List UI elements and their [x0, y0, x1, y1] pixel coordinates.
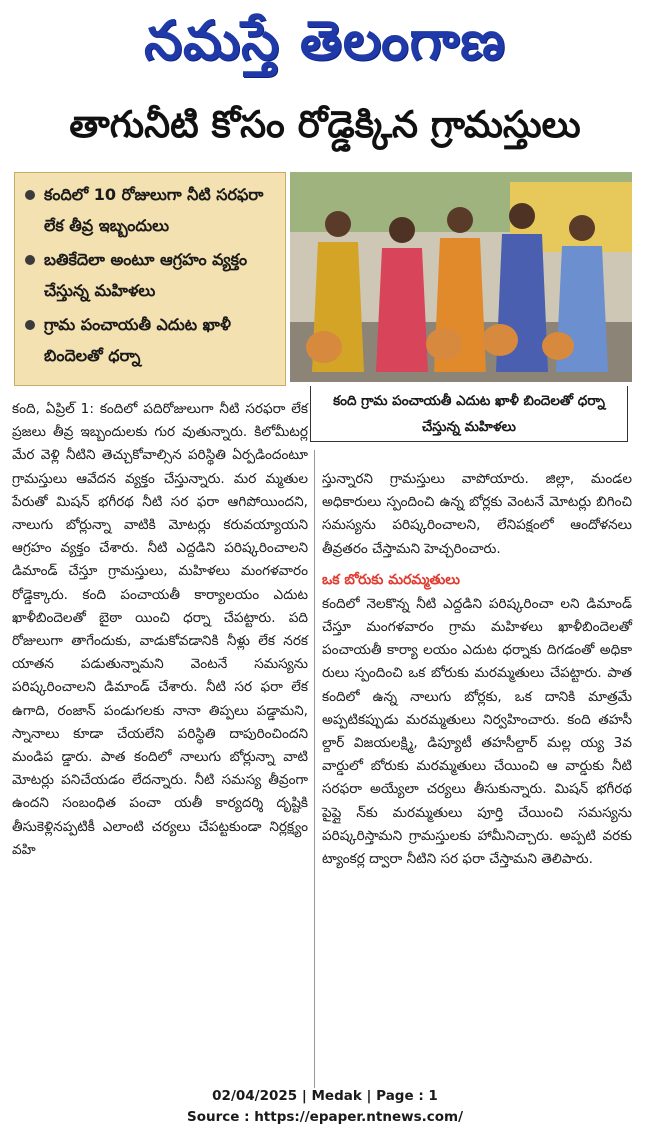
edition-info: 02/04/2025 | Medak | Page : 1 [212, 1088, 438, 1104]
highlight-item [25, 179, 277, 241]
column-divider [314, 450, 315, 1088]
article-headline: తాగునీటి కోసం రోడ్డెక్కిన గ్రామస్తులు [69, 103, 581, 146]
photo-caption: కంది గ్రామ పంచాయతీ ఎదుట ఖాళీ బిందెలతో ధర్నా చేస్తున్న మహిళలు [310, 386, 628, 442]
article-paragraph: స్తున్నారని గ్రామస్తులు వాపోయారు. జిల్లా, మండల అధికారులు స్పందించి ఉన్న బోర్లకు వెంటనే మోటర్లు బిగించి సమస్యను పరిష్కరించాలని, లేనిపక్షంలో ఆందోళనలు తీవ్రతరం చేస్తామని హెచ్చరించారు. [322, 471, 632, 557]
highlight-text: గ్రామ పంచాయతీ ఎదుట ఖాళీ బిందెలతో ధర్నా [44, 315, 231, 365]
bullet-icon [25, 255, 35, 265]
article-paragraph: కందిలో నెలకొన్న నీటి ఎద్దడిని పరిష్కరించా లని డిమాండ్ చేస్తూ మంగళవారం గ్రామ మహిళలు ఖాళీబిందెలతో పంచాయతీ కార్యా లయం ఎదుట ధర్నాకు దిగడంతో అధికా రులు స్పందించి ఒక బోరుకు మరమ్మతులు చేపట్టారు. పాత కందిలో ఉన్న నాలుగు బోర్లకు, ఒక దానికి మాత్రమే అప్పటికప్పుడు మరమ్మతులు నిర్వహించారు. కంది తహసీ ల్దార్ విజయలక్ష్మి, డిప్యూటీ తహసీల్దార్ మల్ల య్య 3వ వార్డులో బోరుకు మరమ్మతులు చేయించి ఆ వార్డుకు నీటి సరఫరా అయ్యేలా చర్యలు తీసుకున్నారు. మిషన్ భగీరథ పైప్లై న్‌కు మరమ్మతులు పూర్తి చేయించి సమస్యను పరిష్కరిస్తామని గ్రామస్తులకు హామీనిచ్చారు. అప్పటి వరకు ట్యాంకర్ల ద్వారా నీటిని సర ఫరా చేస్తామని తెలిపారు. [322, 595, 632, 868]
masthead [0, 0, 650, 80]
protest-women-illustration [290, 172, 632, 382]
highlight-item [25, 309, 277, 371]
article-body-right-column [322, 468, 632, 1092]
page-footer [0, 1086, 650, 1128]
highlight-text: బతికేదెలా అంటూ ఆగ్రహం వ్యక్తం చేస్తున్న మహిళలు [44, 250, 248, 300]
bullet-icon [25, 190, 35, 200]
article-body-left-column: కంది, ఏప్రిల్ 1: కందిలో పదిరోజులుగా నీటి సరఫరా లేక ప్రజలు తీవ్ర ఇబ్బందులకు గుర వుతున్నారు. కిలోమీటర్ల మేర వెళ్లి నీటిని తెచ్చుకోవాల్సిన పరిస్థితి ఏర్పడిందంటూ గ్రామస్తులు ఆవేదన వ్యక్తం చేస్తున్నారు. మర మ్మతుల పేరుతో మిషన్ భగీరథ నీటి సర ఫరా ఆగిపోయిందని, నాలుగు బోర్లున్నా వాటికి మోటర్లు కరువయ్యాయని ఆగ్రహం వ్యక్తం చేశారు. నీటి ఎద్దడిని పరిష్కరించాలని డిమాండ్ చేస్తూ గ్రామస్తులు, మహిళలు మంగళవారం రోడ్డెక్కారు. కంది పంచాయతీ కార్యాలయం ఎదుట ఖాళీబిందెలతో బైఠా యించి ధర్నా చేపట్టారు. పది రోజులుగా తాగేందుకు, వాడుకోవడానికి నీళ్లు లేక నరక యాతన పడుతున్నామని వెంటనే సమస్యను పరిష్కరించాలని డిమాండ్ చేశారు. నీటి సర ఫరా లేక ఉగాది, రంజాన్ పండుగలకు నానా తిప్పలు పడ్డామని, స్నానాలు కూడా చేయలేని పరిస్థితి దాపురించిందని మండిప డ్డారు. పాత కందిలో నాలుగు బోర్లున్నా వాటి మోటర్లు పనిచేయడం లేదన్నారు. నీటి సమస్య తీవ్రంగా ఉందని సంబంధిత పంచా యతీ కార్యదర్శి దృష్టికి తీసుకెళ్లినప్పటికీ ఎలాంటి చర్యలు చేపట్టకుండా నిర్లక్ష్యం వహి [12, 401, 308, 858]
highlights-box [14, 172, 286, 386]
news-photo [290, 172, 632, 382]
newspaper-brand-logo: నమస్తే తెలంగాణ [144, 8, 506, 72]
article-subheading: ఒక బోరుకు మరమ్మతులు [322, 571, 460, 588]
highlight-item [25, 244, 277, 306]
highlight-text: కందిలో 10 రోజులుగా నీటి సరఫరా లేక తీవ్ర ఇబ్బందులు [44, 185, 264, 235]
bullet-icon [25, 320, 35, 330]
source-link[interactable]: Source : https://epaper.ntnews.com/ [186, 1109, 464, 1125]
